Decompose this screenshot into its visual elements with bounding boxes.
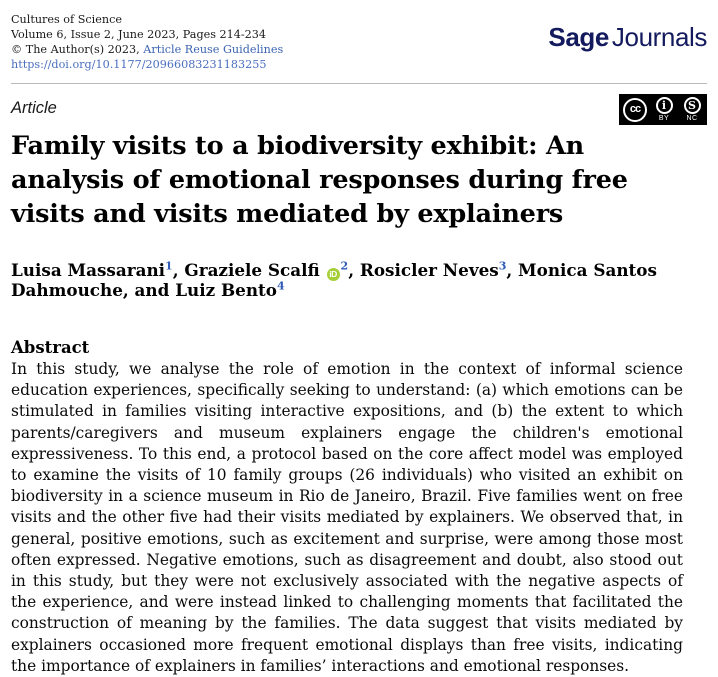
attribution-icon: i	[656, 97, 673, 114]
cc-nc-label: NC	[686, 115, 698, 122]
article-type-row	[11, 84, 707, 124]
brand-word-sage: Sage	[548, 22, 609, 52]
doi-line	[11, 57, 707, 72]
cc-nc-term	[678, 95, 706, 124]
brand-word-journals: Journals	[611, 22, 707, 52]
author-name: Graziele Scalfi	[184, 260, 320, 280]
issue-line: Volume 6, Issue 2, June 2023, Pages 214-234	[11, 28, 267, 41]
orcid-icon[interactable]: iD	[327, 268, 340, 281]
doi-link[interactable]: https://doi.org/10.1177/20966083231183255	[11, 58, 267, 71]
affiliation-superscript[interactable]: 2	[340, 259, 349, 273]
journal-name: Cultures of Science	[11, 13, 122, 26]
author-name: Monica Santos Dahmouche	[11, 260, 657, 300]
author-name: Luisa Massarani	[11, 260, 166, 280]
cc-by-nc-license-badge[interactable]	[619, 94, 707, 125]
author-name: Rosicler Neves	[359, 260, 499, 280]
abstract-heading: Abstract	[11, 338, 90, 357]
noncommercial-icon: S	[684, 97, 701, 114]
cc-by-label: BY	[658, 115, 670, 122]
copyright-text: © The Author(s) 2023,	[11, 43, 144, 56]
masthead	[11, 0, 707, 74]
author-name: Luiz Bento	[175, 280, 277, 300]
author-list: Luisa Massarani$^1$, Graziele Scalfi $iD^2$, Rosicler Neves$^3$, Monica Santos Dahmouche, and Luiz Bento$^4$	[11, 259, 657, 300]
article-type-label: Article	[11, 99, 57, 117]
abstract-body: In this study, we analyse the role of emotion in the context of informal science education experiences, specifically seeking to understand: (a) which emotions can be stimulated in families visiting interactive expositions, and (b) the extent to which parents/caregivers and museum explainers engage the children's emotional expressiveness. To this end, a protocol based on the core affect model was employed to examine the visits of 10 family groups (26 individuals) who visited an exhibit on biodiversity in a science museum in Rio de Janeiro, Brazil. Five families went on free visits and the other five had their visits mediated by explainers. We observed that, in general, positive emotions, such as excitement and surprise, were among those most often expressed. Negative emotions, such as disagreement and doubt, also stood out in this study, but they were not exclusively associated with the negative aspects of the experience, and were instead linked to challenging moments that facilitated the construction of meaning by the families. The data suggest that visits mediated by explainers occasioned more frequent emotional displays than free visits, indicating the importance of explainers in families’ interactions and emotional responses.	[11, 360, 683, 675]
cc-logo-cell	[620, 95, 650, 124]
affiliation-superscript[interactable]: 4	[276, 279, 285, 293]
cc-terms	[650, 95, 706, 124]
article-reuse-guidelines-link[interactable]: Article Reuse Guidelines	[143, 43, 284, 56]
affiliation-superscript[interactable]: 1	[165, 259, 173, 273]
page-title: Family visits to a biodiversity exhibit: An analysis of emotional responses during free visits and visits mediated by explainers	[11, 131, 628, 229]
cc-by-term	[650, 95, 678, 124]
sage-journals-logo[interactable]	[548, 22, 707, 53]
affiliation-superscript[interactable]: 3	[498, 259, 507, 273]
creative-commons-icon: cc	[623, 98, 647, 122]
